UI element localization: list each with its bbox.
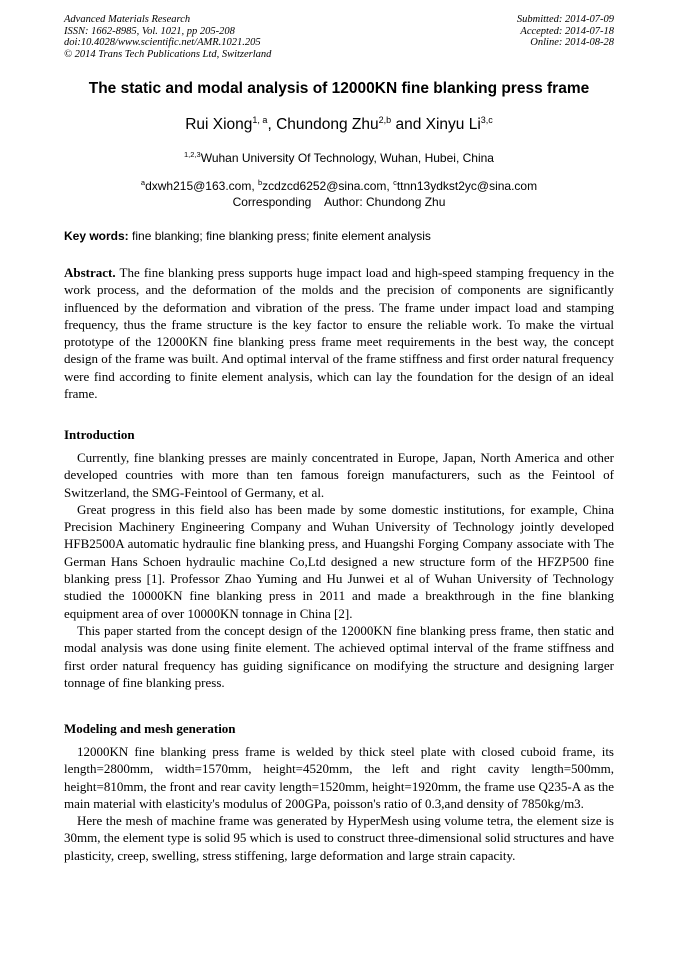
paragraph: Great progress in this field also has been made by some domestic institutions, for example, China Precision Machinery Engineering Company and Wuhan University of Technology jointly developed HFB2500A automatic hydraulic fine blanking press, and Huangshi Forging Company associate with The German Hans Schoen hydraulic machine Co,Ltd designed a new structure form of the HFZP500 fine blanking press [1]. Professor Zhao Yuming and Hu Junwei et al of Wuhan University of Technology studied the 10000KN fine blanking press in 2011 and made a breakthrough in the fine blanking equipment area of over 10000KN tonnage in China [2]. [64,501,614,621]
affiliation-sup: 1,2,3 [184,150,201,159]
section-heading-introduction: Introduction [64,427,135,442]
abstract [64,264,614,402]
abstract-label: Abstract. [64,265,116,280]
author-list [40,115,638,134]
online-date: Online: 2014-08-28 [530,37,614,48]
corresponding-author: Corresponding Author: Chundong Zhu [232,195,446,209]
introduction-body [64,449,614,691]
author-separator: , [267,116,277,134]
email-sup: b [258,178,263,187]
author-emails [40,175,638,210]
affiliation [40,150,638,165]
modeling-body [64,743,614,864]
journal-doi: doi:10.4028/www.scientific.net/AMR.1021.205 [64,37,261,48]
keywords [64,229,614,243]
email-line [40,175,638,194]
section-heading-modeling: Modeling and mesh generation [64,721,236,736]
author-name: Rui Xiong [185,116,253,134]
paragraph: Here the mesh of machine frame was generated by HyperMesh using volume tetra, the element size is 30mm, the element type is solid 95 which is used to construct three-dimensional solid structures and have plasticity, creep, swelling, stress stiffening, large deformation and large strain capacity. [64,813,614,863]
email-link[interactable]: dxwh215@163.com, [145,179,258,193]
email-link[interactable]: zcdzcd6252@sina.com, [262,179,394,193]
author-separator: and [391,116,426,134]
journal-info [64,14,271,60]
email-sup: a [140,178,146,187]
email-sup: c [393,178,397,187]
journal-name: Advanced Materials Research [64,14,191,25]
accepted-date: Accepted: 2014-07-18 [520,25,614,37]
paragraph: Currently, fine blanking presses are mainly concentrated in Europe, Japan, North America and other developed countries with more than ten famous foreign manufacturers, such as the Feintool of Switzerland, the SMG-Feintool of Germany, et al. [64,450,614,500]
submitted-date: Submitted: 2014-07-09 [516,14,614,25]
submission-dates [517,14,614,49]
abstract-text: The fine blanking press supports huge impact load and high-speed stamping frequency in the work process, and the deformation of the molds and the precision of components are significantly influenced by the deformation and vibration of the press. The frame under impact load and stamping frequency, thus the frame structure is the key factor to ensure the reliable work. To make the virtual prototype of the 12000KN fine blanking press frame meet requirements in the best way, the concept design of the frame was built. And optimal interval of the frame stiffness and first order natural frequency were find according to finite element analysis, which can lay the foundation for the design of an ideal frame. [64,265,614,402]
keywords-text: fine blanking; fine blanking press; finite element analysis [128,229,431,243]
author-name: Chundong Zhu [276,116,379,134]
paper-title: The static and modal analysis of 12000KN fine blanking press frame [88,80,590,97]
email-link[interactable]: ttnn13ydkst2yc@sina.com [396,179,538,193]
author-sup: 3,c [480,115,493,125]
journal-issn: ISSN: 1662-8985, Vol. 1021, pp 205-208 [64,25,235,37]
author-name: Xinyu Li [425,116,481,134]
paragraph: This paper started from the concept design of the 12000KN fine blanking press frame, then static and modal analysis was done using finite element. The achieved optimal interval of the frame stiffness and first order natural frequency has guiding significance on modifying the structure and designing larger tonnage of fine blanking press. [64,622,614,690]
journal-copyright: © 2014 Trans Tech Publications Ltd, Switzerland [64,48,272,60]
author-sup: 1, a [252,115,268,125]
paragraph: 12000KN fine blanking press frame is welded by thick steel plate with closed cuboid frame, its length=2800mm, width=1570mm, height=4520mm, the left and right cavity length=500mm, height=810mm, the front and rear cavity length=1520mm, height=1920mm, the frame use Q235-A as the main material with elasticity's modulus of 200GPa, poisson's ratio of 0.3,and density of 7850kg/m3. [64,744,614,811]
affiliation-text: Wuhan University Of Technology, Wuhan, Hubei, China [200,151,494,165]
author-sup: 2,b [378,115,392,125]
keywords-label: Key words: [64,229,129,243]
